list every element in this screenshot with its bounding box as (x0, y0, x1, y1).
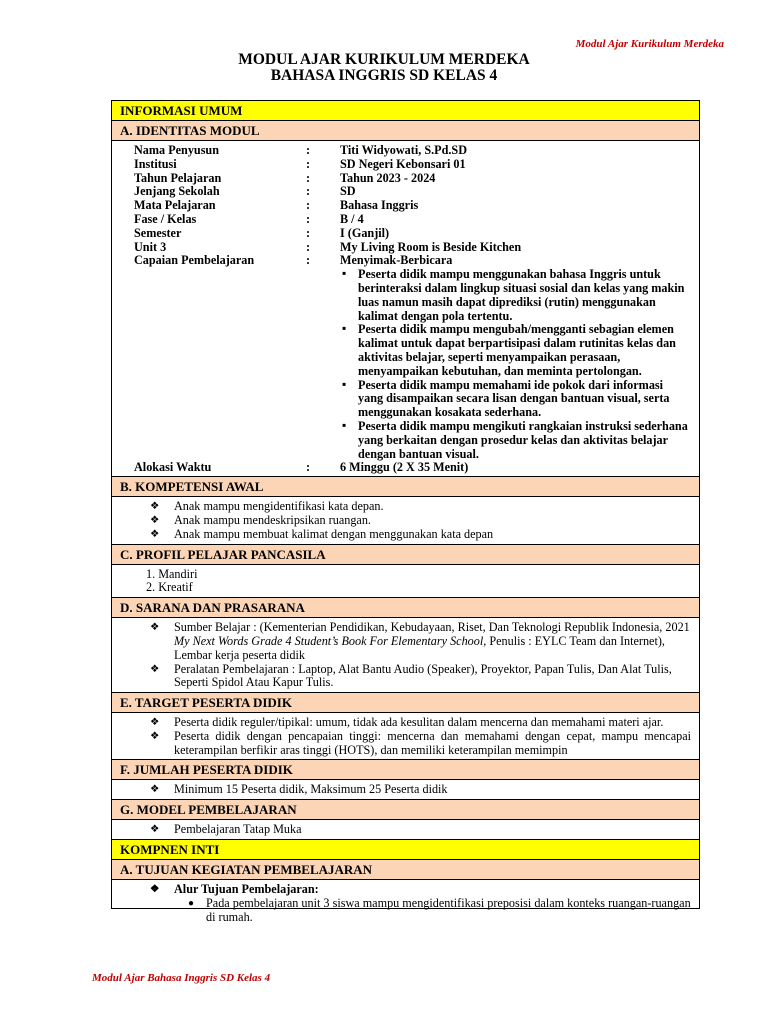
title-line-2: BAHASA INGGRIS SD KELAS 4 (270, 67, 498, 84)
target-heading: E. TARGET PESERTA DIDIK (112, 693, 700, 713)
kompetensi-list (120, 497, 691, 543)
tujuan-points (174, 897, 691, 925)
target-cell (112, 713, 700, 760)
footer-tag: Modul Ajar Bahasa Inggris SD Kelas 4 (92, 972, 271, 984)
list-item: ● Pada pembelajaran unit 3 siswa mampu mengidentifikasi preposisi dalam konteks ruangan-ruangan di rumah. (206, 897, 691, 925)
identitas-row: Jenjang Sekolah : SD (134, 184, 356, 199)
informasi-umum-heading: INFORMASI UMUM (112, 101, 700, 121)
list-item: ▪ Peserta didik mampu memahami ide pokok dari informasi yang disampaikan secara lisan dengan bantuan visual, serta menggunakan kosakata sederhana. (340, 379, 691, 420)
list-item: ▪ Peserta didik mampu menggunakan bahasa Inggris untuk berinteraksi dalam lingkup situasi sosial dan kelas yang makin luas namun masih dapat diprediksi (rutin) menggunakan kalimat dengan pola tertentu. (340, 268, 691, 323)
identitas-row: Semester : I (Ganjil) (134, 225, 390, 240)
sarana-heading: D. SARANA DAN PRASARANA (112, 598, 700, 618)
list-item: ▪ Peserta didik mampu mengubah/mengganti sebagian elemen kalimat untuk dapat berpartisipasi dalam rutinitas kelas dan aktivitas belajar, seperti menyampaikan perasaan, menyampaikan kebutuhan, dan meminta pertolongan. (340, 323, 691, 378)
tujuan-cell (112, 880, 700, 924)
list-item: ❖ Anak mampu mengidentifikasi kata depan. (166, 500, 691, 514)
identitas-row: Nama Penyusun : Titi Widyowati, S.Pd.SD (134, 143, 467, 157)
model-heading: G. MODEL PEMBELAJARAN (112, 800, 700, 820)
jumlah-cell (112, 780, 700, 800)
page-title (0, 52, 768, 84)
capaian-list (340, 268, 691, 461)
module-table (111, 100, 700, 924)
komponen-inti-heading: KOMPNEN INTI (112, 840, 700, 860)
list-item: 2. Kreatif (146, 580, 193, 595)
profil-list (120, 565, 691, 598)
model-list (120, 820, 691, 839)
list-item: ❖ Peserta didik reguler/tipikal: umum, tidak ada kesulitan dalam mencerna dan memahami materi ajar. (166, 716, 691, 730)
identitas-row: Tahun Pelajaran : Tahun 2023 - 2024 (134, 170, 436, 185)
list-item: ❖ Pembelajaran Tatap Muka (166, 823, 691, 837)
sarana-cell (112, 618, 700, 693)
tujuan-heading: A. TUJUAN KEGIATAN PEMBELAJARAN (112, 860, 700, 880)
list-item: ❖ Minimum 15 Peserta didik, Maksimum 25 Peserta didik (166, 783, 691, 797)
identitas-cell (112, 141, 700, 477)
profil-heading: C. PROFIL PELAJAR PANCASILA (112, 544, 700, 564)
list-item: 1. Mandiri (146, 566, 198, 581)
identitas-row: Mata Pelajaran : Bahasa Inggris (134, 198, 419, 213)
profil-cell (112, 564, 700, 598)
tujuan-content (120, 880, 691, 924)
kompetensi-cell (112, 497, 700, 544)
identitas-row: Fase / Kelas : B / 4 (134, 211, 364, 226)
tujuan-list (120, 880, 691, 926)
identitas-row-capaian: Capaian Pembelajaran : Menyimak-Berbicara ▪ Peserta didik mampu menggunakan bahasa Inggris untuk berinteraksi dalam lingkup situasi sosial dan kelas yang makin luas namun masih dapat diprediksi (rutin) menggunakan kalimat dengan pola tertentu. ▪ Peserta didik mampu mengubah/mengganti sebagian elemen kalimat untuk dapat berpartisipasi dalam rutinitas kelas dan aktivitas belajar, seperti menyampaikan perasaan, menyampaikan kebutuhan, dan meminta pertolongan. ▪ Peserta didik mampu memahami ide pokok dari informasi yang disampaikan secara lisan dengan bantuan visual, serta menggunakan kosakata sederhana. ▪ Peserta didik mampu mengikuti rangkaian instruksi sederhana yang berkaitan dengan prosedur kelas dan aktivitas belajar dengan bantuan visual. (134, 254, 691, 461)
list-item: ❖ Peralatan Pembelajaran : Laptop, Alat Bantu Audio (Speaker), Proyektor, Papan Tulis, Dan Alat Tulis, Seperti Spidol Atau Kapur Tulis. (166, 663, 691, 691)
title-line-1: MODUL AJAR KURIKULUM MERDEKA (238, 51, 530, 68)
kompetensi-heading: B. KOMPETENSI AWAL (112, 477, 700, 497)
jumlah-list (120, 780, 691, 799)
list-item: ❖ Anak mampu mendeskripsikan ruangan. (166, 514, 691, 528)
identitas-row-alokasi: Alokasi Waktu : 6 Minggu (2 X 35 Menit) (134, 460, 469, 475)
identitas-row: Institusi : SD Negeri Kebonsari 01 (134, 156, 466, 171)
identitas-heading: A. IDENTITAS MODUL (112, 121, 700, 141)
target-list (120, 713, 691, 759)
list-item: ❖ Alur Tujuan Pembelajaran: ● Pada pembelajaran unit 3 siswa mampu mengidentifikasi preposisi dalam konteks ruangan-ruangan di rumah. (166, 883, 691, 924)
sarana-list (120, 618, 691, 692)
list-item: ❖ Peserta didik dengan pencapaian tinggi: mencerna dan memahami dengan cepat, mampu mencapai keterampilan berfikir aras tinggi (HOTS), dan memiliki keterampilan memimpin (166, 730, 691, 758)
book-title: My Next Words Grade 4 Student’s Book For Elementary School (174, 633, 484, 648)
list-item: ❖ Sumber Belajar : (Kementerian Pendidikan, Kebudayaan, Riset, Dan Teknologi Republik Indonesia, 2021 My Next Words Grade 4 Student’s Book For Elementary School, Penulis : EYLC Team dan Internet), Lembar kerja peserta didik (166, 621, 691, 662)
header-tag: Modul Ajar Kurikulum Merdeka (575, 38, 724, 50)
list-item: ▪ Peserta didik mampu mengikuti rangkaian instruksi sederhana yang berkaitan dengan prosedur kelas dan aktivitas belajar dengan bantuan visual. (340, 420, 691, 461)
model-cell (112, 820, 700, 840)
jumlah-heading: F. JUMLAH PESERTA DIDIK (112, 760, 700, 780)
identitas-grid (120, 141, 691, 476)
identitas-row: Unit 3 : My Living Room is Beside Kitchen (134, 239, 522, 254)
list-item: ❖ Anak mampu membuat kalimat dengan menggunakan kata depan (166, 528, 691, 542)
